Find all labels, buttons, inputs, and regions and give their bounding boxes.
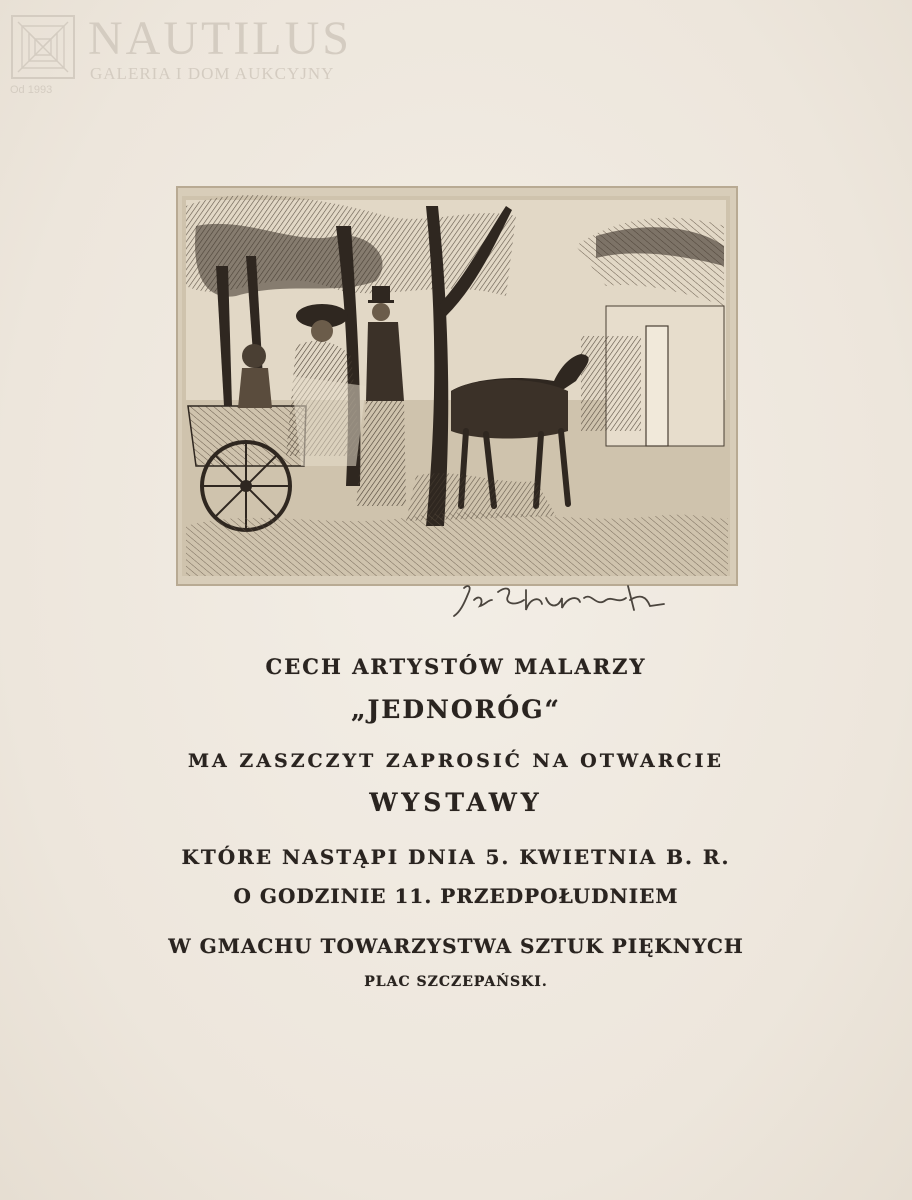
address-line: PLAC SZCZEPAŃSKI. [364,974,548,990]
guild-name: CECH ARTYSTÓW MALARZY [265,654,647,679]
exhibition-title: WYSTAWY [369,788,543,817]
invitation-line: MA ZASZCZYT ZAPROSIĆ NA OTWARCIE [187,750,725,772]
time-line: O GODZINIE 11. PRZEDPOŁUDNIEM [233,884,679,908]
guild-title: „JEDNORÓG“ [351,695,561,724]
watermark-name: NAUTILUS [88,12,352,65]
etching-illustration [176,186,738,586]
nautilus-logo-icon [10,14,76,80]
watermark-since: Od 1993 [10,84,53,96]
watermark-subtitle: GALERIA I DOM AUKCYJNY [90,64,335,83]
date-line: KTÓRE NASTĄPI DNIA 5. KWIETNIA B. R. [181,845,731,869]
venue-line: W GMACHU TOWARZYSTWA SZTUK PIĘKNYCH [168,934,744,958]
artist-signature [450,578,680,628]
